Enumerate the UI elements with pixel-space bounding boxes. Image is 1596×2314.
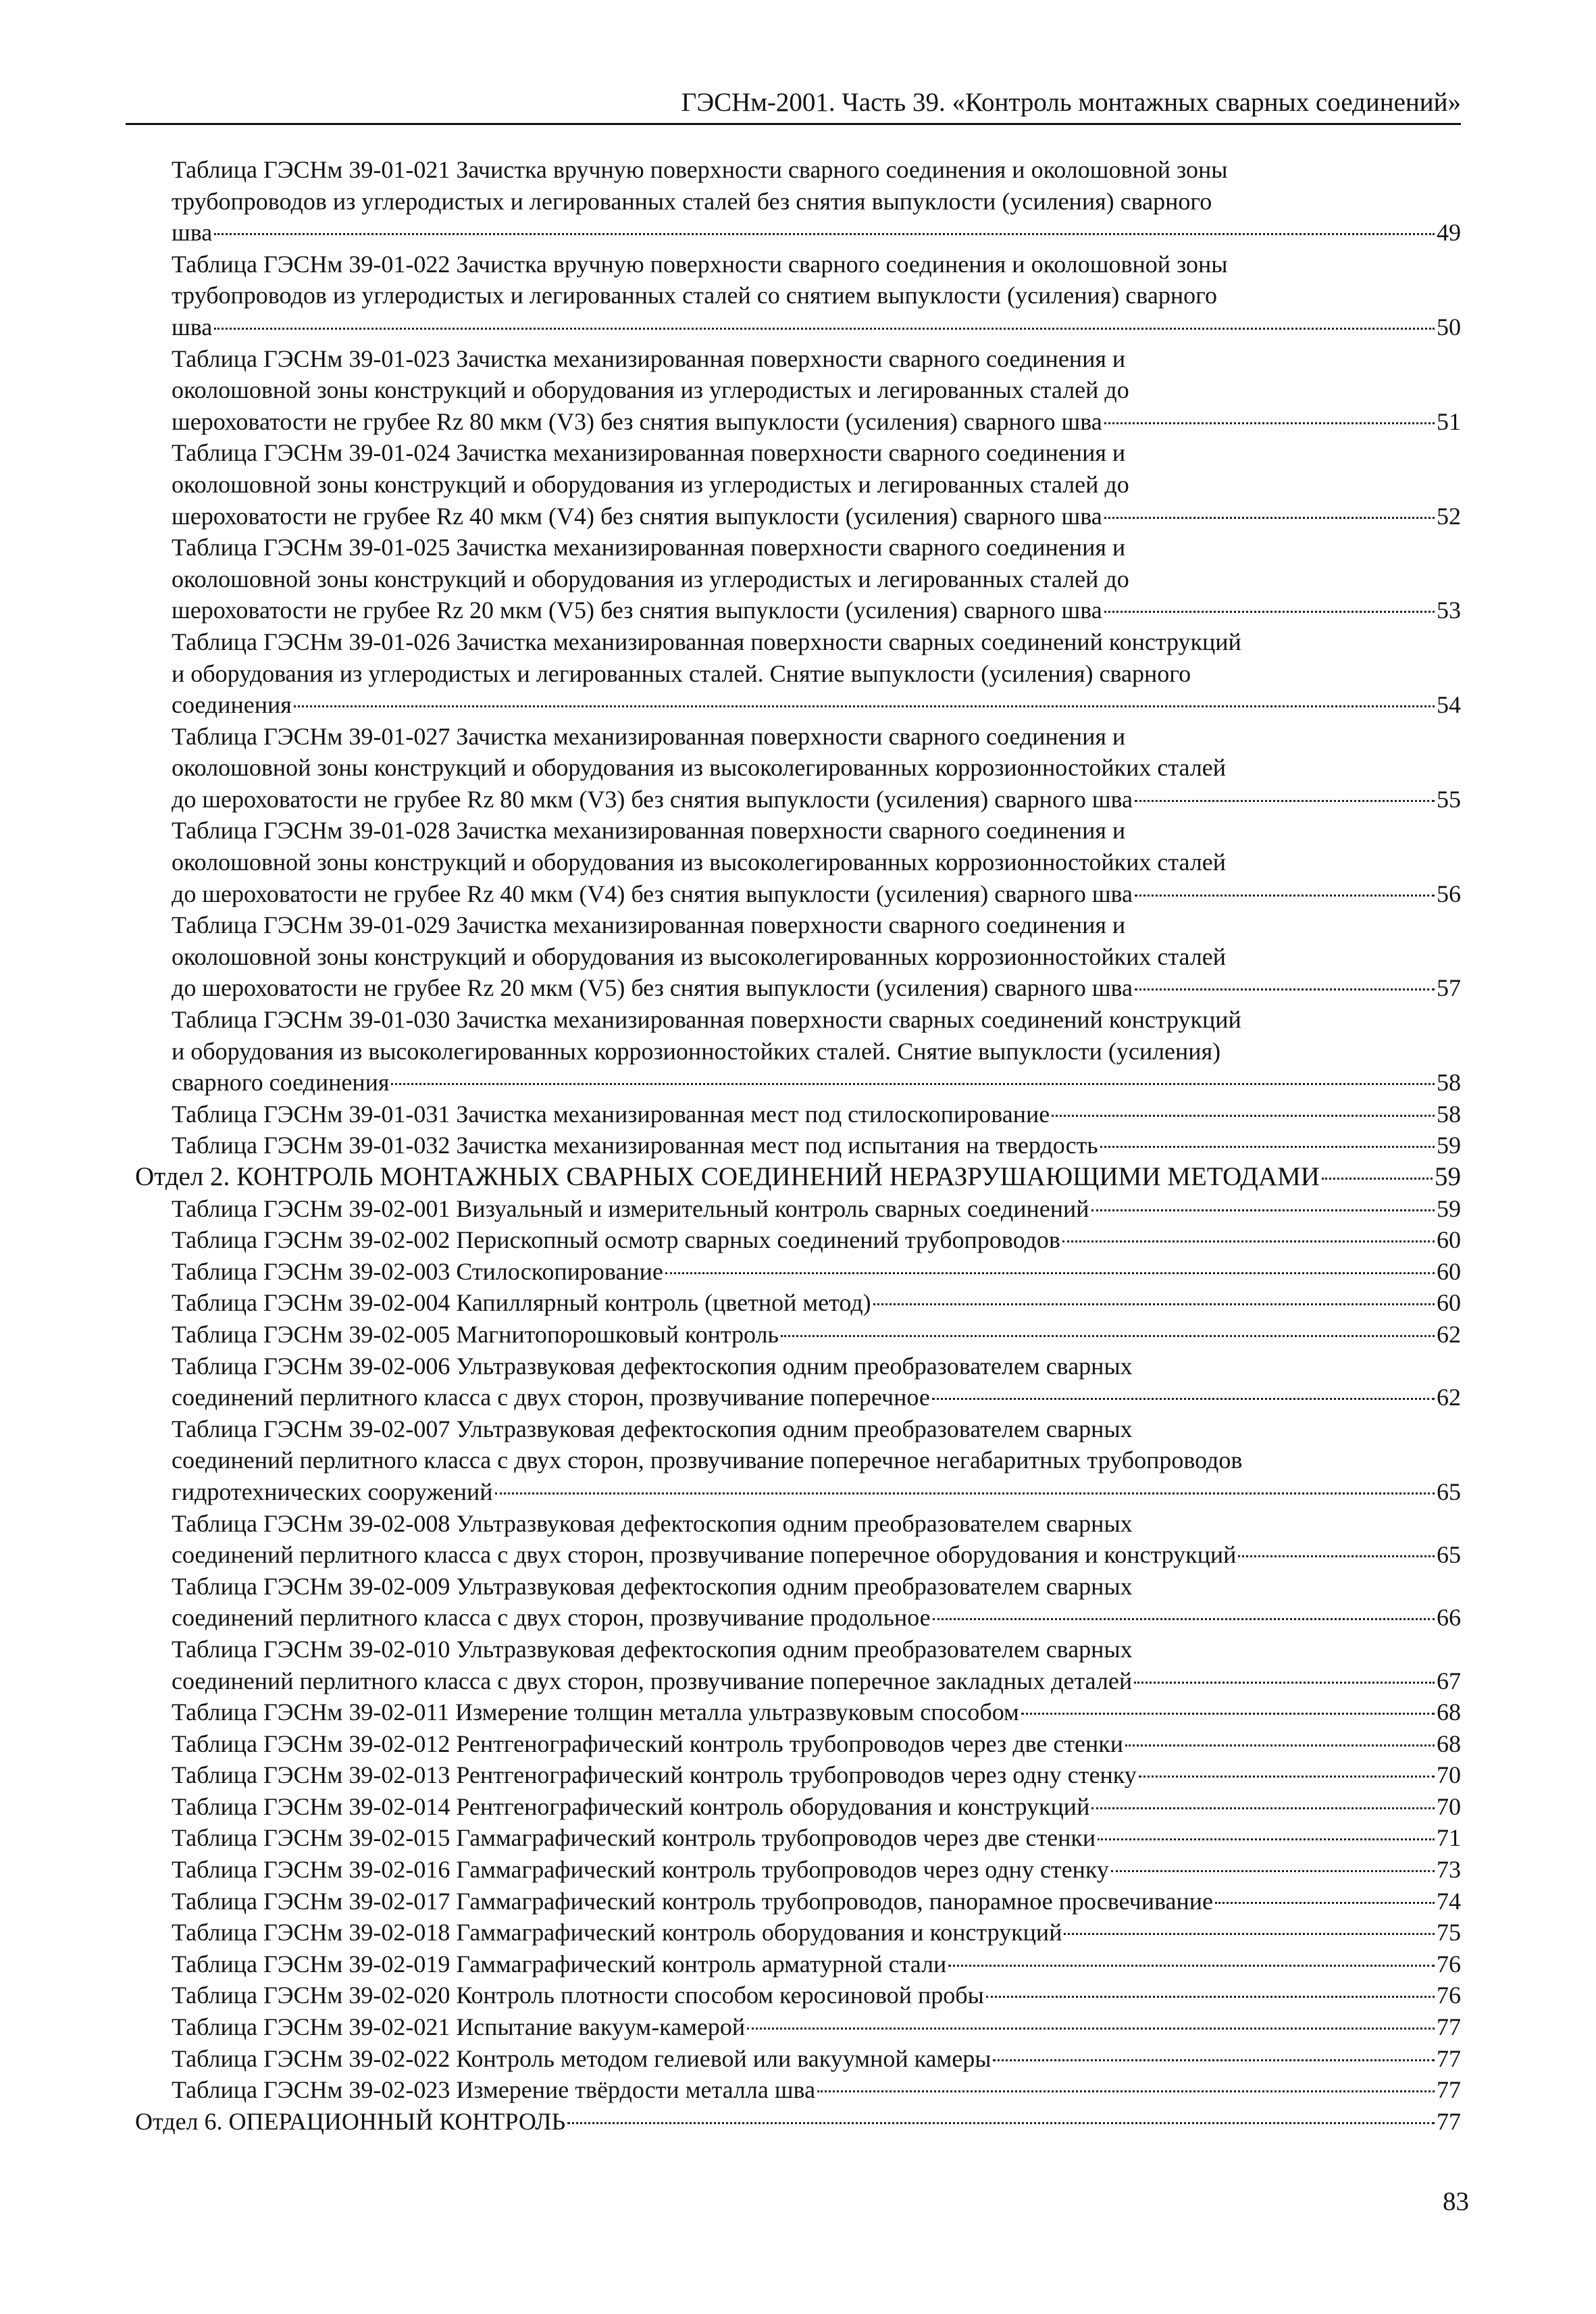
dot-leader xyxy=(1125,1744,1435,1746)
toc-entry-line xyxy=(172,1256,1461,1288)
toc-entry-line xyxy=(172,878,1461,910)
dot-leader xyxy=(873,1303,1435,1305)
toc-table-entry xyxy=(135,1980,1461,2011)
toc-entry-text: шва xyxy=(172,219,213,247)
dot-leader xyxy=(1322,1178,1433,1180)
toc-page-number: 59 xyxy=(1435,1162,1461,1191)
toc-entry-line xyxy=(172,1665,1461,1697)
toc-entry-text: Таблица ГЭСНм 39-01-023 Зачистка механизированная поверхности сварного соединения и xyxy=(172,345,1126,372)
toc-table-entry xyxy=(135,1193,1461,1225)
toc-entry-text: Таблица ГЭСНм 39-02-011 Измерение толщин металла ультразвуковым способом xyxy=(172,1699,1019,1726)
toc-table-entry xyxy=(135,343,1461,438)
toc-entry-line xyxy=(172,437,1461,469)
toc-entry-text: Таблица ГЭСНм 39-02-017 Гаммаграфический контроль трубопроводов, панорамное просвечивание xyxy=(172,1887,1214,1915)
toc-page-number: 50 xyxy=(1437,313,1461,341)
toc-table-entry xyxy=(135,909,1461,1004)
toc-entry-text: Таблица ГЭСНм 39-02-005 Магнитопорошковый контроль xyxy=(172,1320,779,1348)
toc-section-entry xyxy=(135,2106,1461,2138)
toc-page-number: 71 xyxy=(1437,1824,1461,1852)
toc-entry-line xyxy=(172,1791,1461,1823)
toc-table-entry xyxy=(135,626,1461,721)
toc-entry-line xyxy=(172,721,1461,753)
toc-page-number: 75 xyxy=(1437,1919,1461,1946)
toc-entry-text: гидротехнических сооружений xyxy=(172,1478,493,1505)
toc-entry-text: соединений перлитного класса с двух сторон, прозвучивание продольное xyxy=(172,1604,931,1632)
toc-entry-line xyxy=(172,1539,1461,1571)
toc-entry-text: Таблица ГЭСНм 39-02-023 Измерение твёрдости металла шва xyxy=(172,2076,816,2104)
toc-entry-text: шероховатости не грубее Rz 40 мкм (V4) без снятия выпуклости (усиления) сварного шва xyxy=(172,502,1102,530)
toc-entry-line xyxy=(172,595,1461,626)
toc-entry-line xyxy=(172,1224,1461,1256)
dot-leader xyxy=(214,328,1435,330)
dot-leader xyxy=(1098,1838,1435,1840)
toc-page-number: 60 xyxy=(1437,1289,1461,1317)
toc-entry-text: Таблица ГЭСНм 39-02-015 Гаммаграфический контроль трубопроводов через две стенки xyxy=(172,1824,1096,1852)
toc-table-entry xyxy=(135,1696,1461,1728)
toc-table-entry xyxy=(135,1571,1461,1634)
toc-entry-line xyxy=(172,1886,1461,1917)
toc-entry-text: околошовной зоны конструкций и оборудования из углеродистых и легированных сталей до xyxy=(172,565,1129,593)
toc-entry-text: Таблица ГЭСНм 39-02-018 Гаммаграфический контроль оборудования и конструкций xyxy=(172,1919,1062,1946)
dot-leader xyxy=(948,1965,1435,1967)
toc-entry-line xyxy=(172,2074,1461,2106)
toc-entry-line xyxy=(172,847,1461,878)
toc-table-entry xyxy=(135,1287,1461,1319)
toc-entry-text: до шероховатости не грубее Rz 80 мкм (V3) без снятия выпуклости (усиления) сварного шва xyxy=(172,785,1133,813)
toc-entry-line xyxy=(172,374,1461,406)
toc-table-entry xyxy=(135,1413,1461,1508)
dot-leader xyxy=(932,1398,1435,1400)
toc-table-entry xyxy=(135,721,1461,815)
toc-page-number: 76 xyxy=(1437,1982,1461,2009)
toc-entry-text: Отдел 2. КОНТРОЛЬ МОНТАЖНЫХ СВАРНЫХ СОЕДИНЕНИЙ НЕРАЗРУШАЮЩИМИ МЕТОДАМИ xyxy=(135,1162,1320,1191)
toc-table-entry xyxy=(135,1508,1461,1571)
toc-entry-line xyxy=(172,1980,1461,2011)
toc-page-number: 59 xyxy=(1437,1132,1461,1159)
toc-table-entry xyxy=(135,532,1461,626)
toc-table-entry xyxy=(135,1099,1461,1130)
toc-page-number: 52 xyxy=(1437,502,1461,530)
toc-page-number: 49 xyxy=(1437,219,1461,247)
dot-leader xyxy=(665,1272,1435,1274)
toc-page-number: 70 xyxy=(1437,1761,1461,1789)
toc-entry-text: околошовной зоны конструкций и оборудования из высоколегированных коррозионностойких сталей xyxy=(172,942,1227,970)
dot-leader xyxy=(1104,611,1435,613)
dot-leader xyxy=(1238,1555,1435,1557)
dot-leader xyxy=(1062,1240,1435,1242)
toc-entry-text: и оборудования из высоколегированных коррозионностойких сталей. Снятие выпуклости (усиления) xyxy=(172,1037,1221,1065)
dot-leader xyxy=(1134,1682,1435,1684)
toc-entry-line xyxy=(172,784,1461,815)
toc-entry-line xyxy=(172,1413,1461,1445)
toc-entry-line xyxy=(172,563,1461,595)
toc-entry-line xyxy=(172,1067,1461,1099)
toc-entry-text: Таблица ГЭСНм 39-01-026 Зачистка механизированная поверхности сварных соединений конструкций xyxy=(172,628,1241,655)
toc-table-entry xyxy=(135,1728,1461,1760)
toc-table-entry xyxy=(135,437,1461,532)
toc-page-number: 55 xyxy=(1437,785,1461,813)
toc-entry-text: шероховатости не грубее Rz 20 мкм (V5) без снятия выпуклости (усиления) сварного шва xyxy=(172,597,1102,624)
toc-entry-line xyxy=(172,1634,1461,1665)
dot-leader xyxy=(1135,800,1435,802)
toc-page-number: 77 xyxy=(1437,2013,1461,2041)
toc-entry-text: шва xyxy=(172,313,213,341)
dot-leader xyxy=(1111,1870,1435,1872)
dot-leader xyxy=(817,2090,1435,2092)
dot-leader xyxy=(391,1083,1435,1085)
dot-leader xyxy=(567,2122,1435,2124)
toc-entry-text: шероховатости не грубее Rz 80 мкм (V3) без снятия выпуклости (усиления) сварного шва xyxy=(172,407,1102,435)
toc-entry-line xyxy=(172,1351,1461,1382)
dot-leader xyxy=(781,1335,1435,1337)
toc-entry-text: трубопроводов из углеродистых и легированных сталей без снятия выпуклости (усиления) сварного xyxy=(172,187,1212,215)
toc-entry-text: соединения xyxy=(172,691,292,719)
toc-entry-line xyxy=(172,532,1461,563)
toc-page-number: 77 xyxy=(1437,2107,1461,2135)
toc-entry-line xyxy=(172,1193,1461,1225)
toc-entry-line xyxy=(172,501,1461,532)
toc-page-number: 65 xyxy=(1437,1478,1461,1505)
page-number: 83 xyxy=(1443,2187,1469,2216)
toc-entry-text: Таблица ГЭСНм 39-01-025 Зачистка механизированная поверхности сварного соединения и xyxy=(172,534,1126,561)
dot-leader xyxy=(1052,1115,1435,1117)
toc-entry-line xyxy=(172,1444,1461,1476)
toc-entry-line xyxy=(172,626,1461,658)
toc-page-number: 70 xyxy=(1437,1792,1461,1820)
toc-entry-line xyxy=(172,1854,1461,1886)
toc-table-entry xyxy=(135,1854,1461,1886)
toc-table-entry xyxy=(135,1886,1461,1917)
toc-entry-text: Таблица ГЭСНм 39-01-031 Зачистка механизированная мест под стилоскопирование xyxy=(172,1100,1050,1128)
toc-entry-line xyxy=(172,343,1461,375)
dot-leader xyxy=(993,2059,1435,2061)
toc-page-number: 76 xyxy=(1437,1950,1461,1978)
toc-entry-line xyxy=(172,1130,1461,1161)
toc-entry-text: Таблица ГЭСНм 39-01-021 Зачистка вручную поверхности сварного соединения и околошовной зоны xyxy=(172,156,1228,183)
dot-leader xyxy=(1135,895,1435,897)
dot-leader xyxy=(747,2028,1435,2030)
dot-leader xyxy=(986,1996,1435,1998)
toc-page-number: 58 xyxy=(1437,1100,1461,1128)
dot-leader xyxy=(1091,1209,1435,1211)
toc-entry-text: околошовной зоны конструкций и оборудования из высоколегированных коррозионностойких сталей xyxy=(172,754,1227,782)
toc-entry-text: Таблица ГЭСНм 39-02-022 Контроль методом гелиевой или вакуумной камеры xyxy=(172,2044,992,2072)
toc-entry-line xyxy=(172,406,1461,438)
toc-entry-line xyxy=(172,1696,1461,1728)
toc-entry-line xyxy=(172,217,1461,249)
toc-page-number: 77 xyxy=(1437,2076,1461,2104)
toc-page-number: 60 xyxy=(1437,1257,1461,1285)
toc-table-entry xyxy=(135,1351,1461,1413)
toc-entry-text: Таблица ГЭСНм 39-02-014 Рентгенографический контроль оборудования и конструкций xyxy=(172,1792,1090,1820)
running-header: ГЭСНм-2001. Часть 39. «Контроль монтажных сварных соединений» xyxy=(126,84,1461,125)
toc-page-number: 65 xyxy=(1437,1541,1461,1569)
toc-entry-text: до шероховатости не грубее Rz 40 мкм (V4) без снятия выпуклости (усиления) сварного шва xyxy=(172,880,1133,907)
toc-entry-text: Таблица ГЭСНм 39-02-007 Ультразвуковая дефектоскопия одним преобразователем сварных xyxy=(172,1415,1133,1442)
dot-leader xyxy=(495,1492,1435,1494)
toc-entry-line xyxy=(172,1948,1461,1980)
toc-table-entry xyxy=(135,1917,1461,1948)
toc-entry-text: Таблица ГЭСНм 39-02-004 Капиллярный контроль (цветной метод) xyxy=(172,1289,871,1317)
toc-entry-line xyxy=(172,249,1461,280)
toc-table-entry xyxy=(135,2011,1461,2043)
toc-entry-line xyxy=(172,1759,1461,1791)
toc-entry-text: Таблица ГЭСНм 39-02-020 Контроль плотности способом керосиновой пробы xyxy=(172,1982,984,2009)
toc-entry-text: Таблица ГЭСНм 39-01-030 Зачистка механизированная поверхности сварных соединений конструкций xyxy=(172,1006,1241,1034)
toc-entry-text: околошовной зоны конструкций и оборудования из углеродистых и легированных сталей до xyxy=(172,470,1129,498)
toc-entry-text: Отдел 6. ОПЕРАЦИОННЫЙ КОНТРОЛЬ xyxy=(135,2107,566,2135)
toc-table-entry xyxy=(135,154,1461,249)
toc-entry-text: соединений перлитного класса с двух сторон, прозвучивание поперечное закладных деталей xyxy=(172,1667,1133,1694)
toc-entry-line xyxy=(172,1476,1461,1508)
dot-leader xyxy=(1104,422,1435,424)
toc-entry-text: Таблица ГЭСНм 39-02-012 Рентгенографический контроль трубопроводов через две стенки xyxy=(172,1730,1124,1757)
toc-entry-line xyxy=(172,1319,1461,1351)
toc-entry-line xyxy=(172,1099,1461,1130)
toc-section-entry xyxy=(135,1161,1461,1193)
dot-leader xyxy=(1139,1776,1435,1778)
dot-leader xyxy=(1104,517,1435,519)
toc-entry-line xyxy=(172,280,1461,311)
toc-entry-text: Таблица ГЭСНм 39-01-029 Зачистка механизированная поверхности сварного соединения и xyxy=(172,911,1126,939)
toc-entry-line xyxy=(172,815,1461,847)
toc-page-number: 59 xyxy=(1437,1194,1461,1222)
toc-entry-line xyxy=(172,2011,1461,2043)
toc-table-entry xyxy=(135,1130,1461,1161)
toc-entry-line xyxy=(172,1728,1461,1760)
toc-table-entry xyxy=(135,1224,1461,1256)
toc-entry-text: Таблица ГЭСНм 39-02-008 Ультразвуковая дефектоскопия одним преобразователем сварных xyxy=(172,1509,1133,1537)
toc-table-entry xyxy=(135,1791,1461,1823)
toc-entry-text: Таблица ГЭСНм 39-02-010 Ультразвуковая дефектоскопия одним преобразователем сварных xyxy=(172,1635,1133,1663)
toc-entry-line xyxy=(172,311,1461,343)
toc-entry-line xyxy=(172,1571,1461,1603)
toc-entry-text: Таблица ГЭСНм 39-02-013 Рентгенографический контроль трубопроводов через одну стенку xyxy=(172,1761,1137,1789)
toc-table-entry xyxy=(135,1759,1461,1791)
toc-entry-line xyxy=(172,909,1461,941)
toc-entry-text: околошовной зоны конструкций и оборудования из углеродистых и легированных сталей до xyxy=(172,376,1129,404)
toc-page-number: 58 xyxy=(1437,1069,1461,1097)
dot-leader xyxy=(1135,988,1435,990)
dot-leader xyxy=(1064,1933,1435,1935)
toc-entry-line xyxy=(135,1161,1461,1193)
toc-page-number: 68 xyxy=(1437,1730,1461,1757)
dot-leader xyxy=(1100,1146,1435,1148)
toc-entry-text: соединений перлитного класса с двух сторон, прозвучивание поперечное оборудования и конструкций xyxy=(172,1541,1237,1569)
toc-entry-line xyxy=(172,1508,1461,1540)
toc-entry-text: Таблица ГЭСНм 39-01-024 Зачистка механизированная поверхности сварного соединения и xyxy=(172,439,1126,467)
toc-entry-text: соединений перлитного класса с двух сторон, прозвучивание поперечное негабаритных трубопроводов xyxy=(172,1447,1243,1474)
toc-entry-text: трубопроводов из углеродистых и легированных сталей со снятием выпуклости (усиления) сварного xyxy=(172,282,1217,309)
toc-page-number: 62 xyxy=(1437,1384,1461,1411)
toc-entry-text: соединений перлитного класса с двух сторон, прозвучивание поперечное xyxy=(172,1384,930,1411)
toc-table-entry xyxy=(135,2043,1461,2075)
toc-page-number: 51 xyxy=(1437,407,1461,435)
toc-entry-text: сварного соединения xyxy=(172,1069,390,1097)
toc-table-entry xyxy=(135,249,1461,343)
toc-entry-line xyxy=(172,752,1461,784)
toc-page-number: 68 xyxy=(1437,1699,1461,1726)
dot-leader xyxy=(294,705,1435,707)
toc-entry-text: околошовной зоны конструкций и оборудования из высоколегированных коррозионностойких сталей xyxy=(172,849,1227,876)
toc-entry-line xyxy=(172,2043,1461,2075)
toc-page-number: 57 xyxy=(1437,974,1461,1002)
dot-leader xyxy=(1021,1713,1435,1715)
toc-entry-text: Таблица ГЭСНм 39-02-009 Ультразвуковая дефектоскопия одним преобразователем сварных xyxy=(172,1572,1133,1600)
toc-entry-line xyxy=(172,972,1461,1004)
toc-page-number: 67 xyxy=(1437,1667,1461,1694)
toc-page-number: 74 xyxy=(1437,1887,1461,1915)
toc-table-entry xyxy=(135,2074,1461,2106)
toc-page-number: 62 xyxy=(1437,1320,1461,1348)
toc-entry-line xyxy=(172,658,1461,690)
toc-entry-line xyxy=(172,1602,1461,1634)
toc-page-number: 56 xyxy=(1437,880,1461,907)
toc-entry-text: Таблица ГЭСНм 39-01-022 Зачистка вручную поверхности сварного соединения и околошовной зоны xyxy=(172,250,1228,278)
toc-entry-text: Таблица ГЭСНм 39-02-016 Гаммаграфический контроль трубопроводов через одну стенку xyxy=(172,1856,1109,1884)
toc-entry-text: Таблица ГЭСНм 39-02-021 Испытание вакуум-камерой xyxy=(172,2013,746,2041)
toc-entry-text: до шероховатости не грубее Rz 20 мкм (V5) без снятия выпуклости (усиления) сварного шва xyxy=(172,974,1133,1002)
toc-entry-text: Таблица ГЭСНм 39-02-006 Ультразвуковая дефектоскопия одним преобразователем сварных xyxy=(172,1352,1133,1380)
toc-table-entry xyxy=(135,1822,1461,1854)
toc-table-entry xyxy=(135,1256,1461,1288)
toc-entry-text: Таблица ГЭСНм 39-02-019 Гаммаграфический контроль арматурной стали xyxy=(172,1950,947,1978)
toc-entry-line xyxy=(172,1004,1461,1036)
dot-leader xyxy=(1215,1902,1435,1904)
toc-table-entry xyxy=(135,1634,1461,1696)
dot-leader xyxy=(933,1618,1435,1620)
toc-table-entry xyxy=(135,1948,1461,1980)
toc-page-number: 53 xyxy=(1437,597,1461,624)
dot-leader xyxy=(214,233,1435,235)
table-of-contents xyxy=(135,154,1461,2137)
toc-entry-line xyxy=(172,941,1461,973)
toc-entry-text: Таблица ГЭСНм 39-02-002 Перископный осмотр сварных соединений трубопроводов xyxy=(172,1226,1060,1254)
toc-entry-line xyxy=(172,186,1461,218)
toc-entry-text: Таблица ГЭСНм 39-01-032 Зачистка механизированная мест под испытания на твердость xyxy=(172,1132,1098,1159)
toc-entry-line xyxy=(172,689,1461,721)
toc-table-entry xyxy=(135,815,1461,909)
toc-entry-text: Таблица ГЭСНм 39-01-027 Зачистка механизированная поверхности сварного соединения и xyxy=(172,722,1126,750)
toc-entry-line xyxy=(172,469,1461,501)
toc-entry-line xyxy=(135,2106,1461,2138)
toc-entry-line xyxy=(172,154,1461,186)
toc-entry-line xyxy=(172,1822,1461,1854)
toc-table-entry xyxy=(135,1319,1461,1351)
toc-entry-line xyxy=(172,1287,1461,1319)
toc-page-number: 60 xyxy=(1437,1226,1461,1254)
toc-entry-text: и оборудования из углеродистых и легированных сталей. Снятие выпуклости (усиления) сварного xyxy=(172,659,1191,687)
dot-leader xyxy=(1091,1807,1435,1809)
toc-entry-line xyxy=(172,1036,1461,1067)
toc-entry-text: Таблица ГЭСНм 39-01-028 Зачистка механизированная поверхности сварного соединения и xyxy=(172,817,1126,845)
toc-entry-line xyxy=(172,1917,1461,1948)
toc-page-number: 77 xyxy=(1437,2044,1461,2072)
toc-table-entry xyxy=(135,1004,1461,1099)
toc-entry-text: Таблица ГЭСНм 39-02-001 Визуальный и измерительный контроль сварных соединений xyxy=(172,1194,1089,1222)
toc-page-number: 73 xyxy=(1437,1856,1461,1884)
toc-entry-text: Таблица ГЭСНм 39-02-003 Стилоскопирование xyxy=(172,1257,663,1285)
toc-page-number: 66 xyxy=(1437,1604,1461,1632)
toc-entry-line xyxy=(172,1382,1461,1413)
toc-page-number: 54 xyxy=(1437,691,1461,719)
